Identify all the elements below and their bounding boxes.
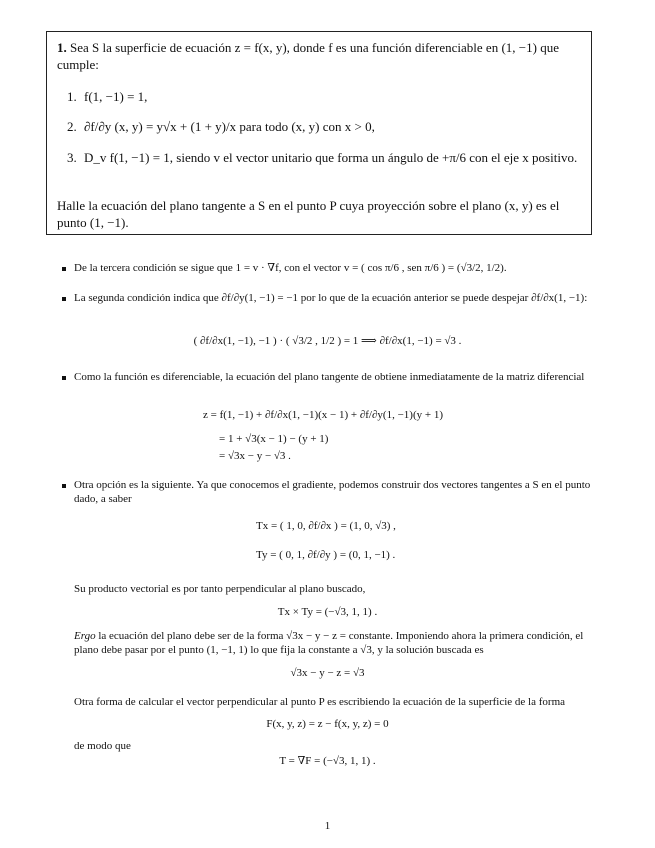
plane-eq-line-1: z = f(1, −1) + ∂f/∂x(1, −1)(x − 1) + ∂f/∂y(1, −1)(y + 1) (203, 409, 443, 421)
problem-intro (57, 39, 581, 73)
bullet-marker (62, 267, 66, 271)
problem-question: Halle la ecuación del plano tangente a S en el punto P cuya proyección sobre el plano (x, y) es el punto (1, −1). (57, 198, 560, 230)
bullet-marker (62, 376, 66, 380)
solution-bullet-4: Otra opción es la siguiente. Ya que conocemos el gradiente, podemos construir dos vectores tangentes a S en el punto dado, a saber (74, 479, 591, 505)
problem-number: 1. (57, 40, 67, 55)
equation-df-dx: ( ∂f/∂x(1, −1), −1 ) · ( √3/2 , 1/2 ) = 1 ⟹ ∂f/∂x(1, −1) = √3 . (193, 335, 462, 347)
normal-vector-equation: T = ∇F = (−√3, 1, 1) . (279, 755, 376, 767)
problem-box: 1. Sea S la superficie de ecuación z = f(x, y), donde f es una función diferenciable en (1, −1) que cumple: 1. f(1, −1) = 1, 2. ∂f/∂y (x, y) = y√x + (1 + y)/x para todo (x, y) con x > 0, 3. D_v f(1, −1) = 1, siendo v el vector unitario que forma un ángulo de +π/6 con el eje x positivo. Halle la ecuación del plano tangente a S en el punto P cuya proyección sobre el plano (x, y) es el punto (1, −1). (46, 31, 592, 235)
plane-eq-line-3: = √3x − y − √3 . (219, 450, 291, 462)
ergo-paragraph (74, 629, 596, 657)
ergo-text: la ecuación del plano debe ser de la forma √3x − y − z = constante. Imponiendo ahora la primera condición, el plano debe pasar por el punto (1, −1, 1) lo que fija la constante a √3, y la solución buscada es (74, 630, 584, 656)
plane-eq-line-2: = 1 + √3(x − 1) − (y + 1) (219, 433, 329, 445)
page-number: 1 (324, 820, 331, 832)
bullet-marker (62, 484, 66, 488)
cross-product-intro: Su producto vectorial es por tanto perpendicular al plano buscado, (74, 583, 366, 595)
de-modo-que: de modo que (74, 740, 131, 752)
other-method-text: Otra forma de calcular el vector perpendicular al punto P es escribiendo la ecuación de la superficie de la forma (74, 696, 566, 708)
surface-F-equation: F(x, y, z) = z − f(x, y, z) = 0 (266, 718, 389, 730)
final-plane-equation: √3x − y − z = √3 (290, 667, 365, 679)
solution-bullet-1: De la tercera condición se sigue que 1 = v · ∇f, con el vector v = ( cos π/6 , sen π/6 ) = (√3/2, 1/2). (74, 262, 507, 274)
ergo-word: Ergo (74, 630, 96, 642)
bullet-marker (62, 297, 66, 301)
tangent-vector-ty: Ty = ( 0, 1, ∂f/∂y ) = (0, 1, −1) . (256, 549, 396, 561)
solution-bullet-3: Como la función es diferenciable, la ecuación del plano tangente de obtiene inmediatamente de la matriz diferencial (74, 371, 585, 383)
cross-product-equation: Tx × Ty = (−√3, 1, 1) . (277, 606, 378, 618)
tangent-vector-tx: Tx = ( 1, 0, ∂f/∂x ) = (1, 0, √3) , (256, 520, 396, 532)
solution-bullet-2: La segunda condición indica que ∂f/∂y(1, −1) = −1 por lo que de la ecuación anterior se puede despejar ∂f/∂x(1, −1): (74, 292, 588, 304)
problem-intro-text: Sea S la superficie de ecuación z = f(x, y), donde f es una función diferenciable en (1, −1) que cumple: (57, 40, 559, 72)
